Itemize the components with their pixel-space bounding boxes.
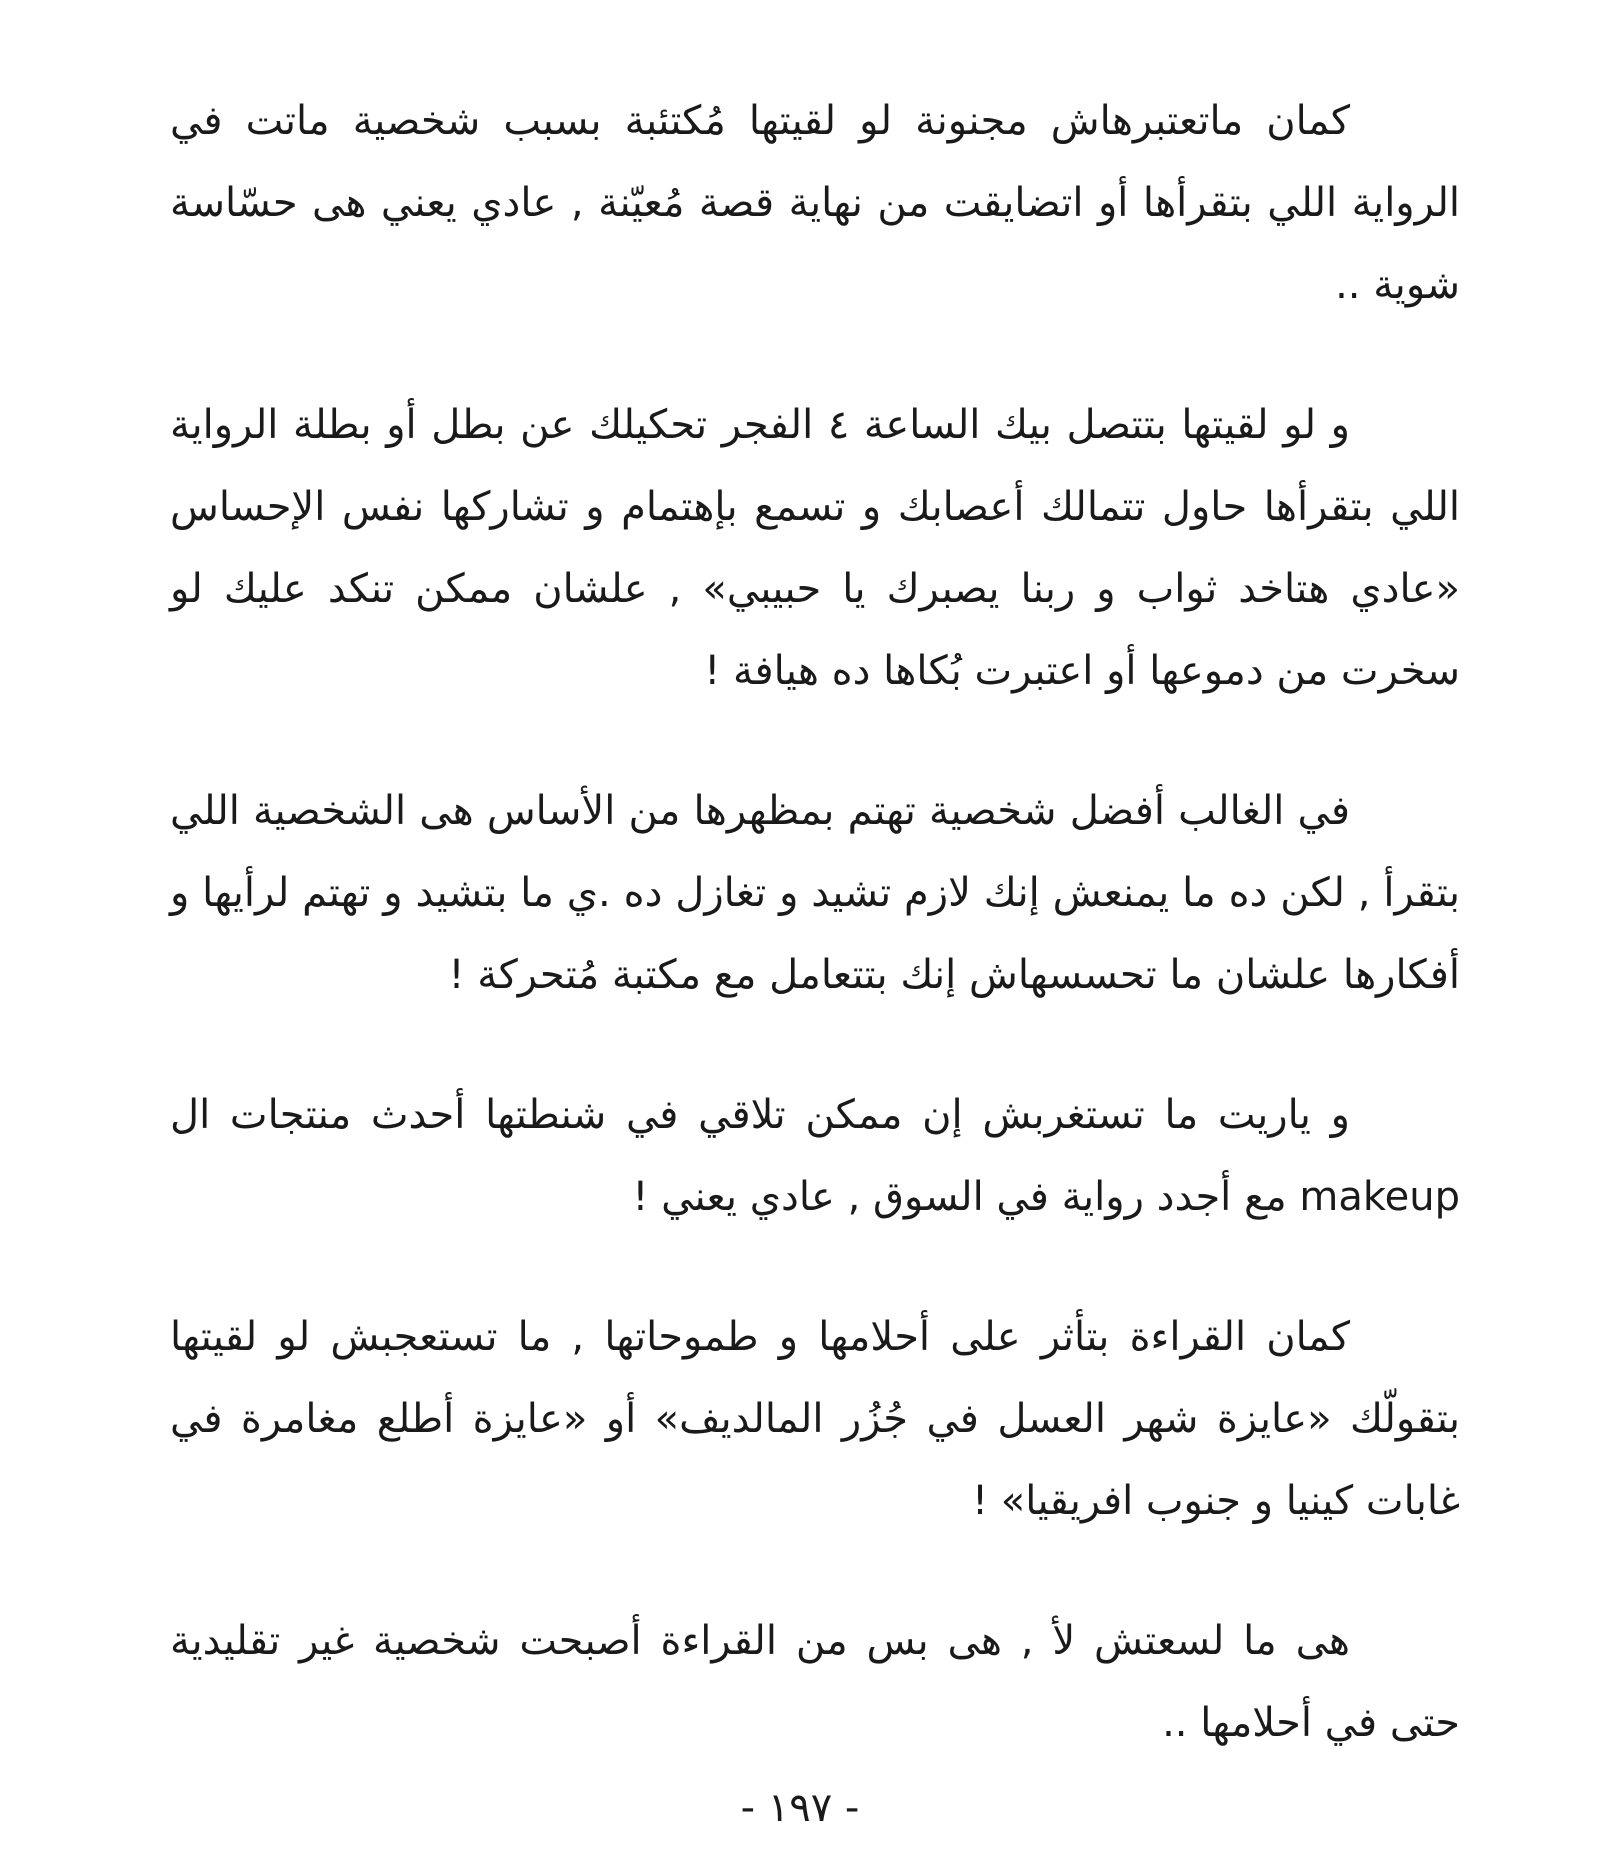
page-number: - ١٩٧ - (740, 1785, 860, 1831)
paragraph-2: و لو لقيتها بتتصل بيك الساعة ٤ الفجر تحكيلك عن بطل أو بطلة الرواية اللي بتقرأها حاول تتمالك أعصابك و تسمع بإهتمام و تشاركها نفس الإحساس «عادي هتاخد ثواب و ربنا يصبرك يا حبيبي» , علشان ممكن تنكد عليك لو سخرت من دموعها أو اعتبرت بُكاها ده هيافة ! (170, 402, 1460, 694)
book-page-text (170, 80, 1460, 1822)
paragraph-5: كمان القراءة بتأثر على أحلامها و طموحاتها , ما تستعجبش لو لقيتها بتقولّك «عايزة شهر العسل في جُزُر المالديف» أو «عايزة أطلع مغامرة في غابات كينيا و جنوب افريقيا» ! (170, 1314, 1460, 1524)
paragraph-3: في الغالب أفضل شخصية تهتم بمظهرها من الأساس هى الشخصية اللي بتقرأ , لكن ده ما يمنعش إنك لازم تشيد و تغازل ده .ي ما بتشيد و تهتم لرأيها و أفكارها علشان ما تحسسهاش إنك بتتعامل مع مكتبة مُتحركة ! (170, 788, 1460, 998)
paragraph-6: هى ما لسعتش لأ , هى بس من القراءة أصبحت شخصية غير تقليدية حتى في أحلامها .. (170, 1618, 1460, 1746)
paragraph-1: كمان ماتعتبرهاش مجنونة لو لقيتها مُكتئبة بسبب شخصية ماتت في الرواية اللي بتقرأها أو اتضايقت من نهاية قصة مُعيّنة , عادي يعني هى حسّاسة شوية .. (170, 98, 1460, 308)
paragraph-4: و ياريت ما تستغربش إن ممكن تلاقي في شنطتها أحدث منتجات ال makeup مع أجدد رواية في السوق , عادي يعني ! (170, 1092, 1460, 1220)
